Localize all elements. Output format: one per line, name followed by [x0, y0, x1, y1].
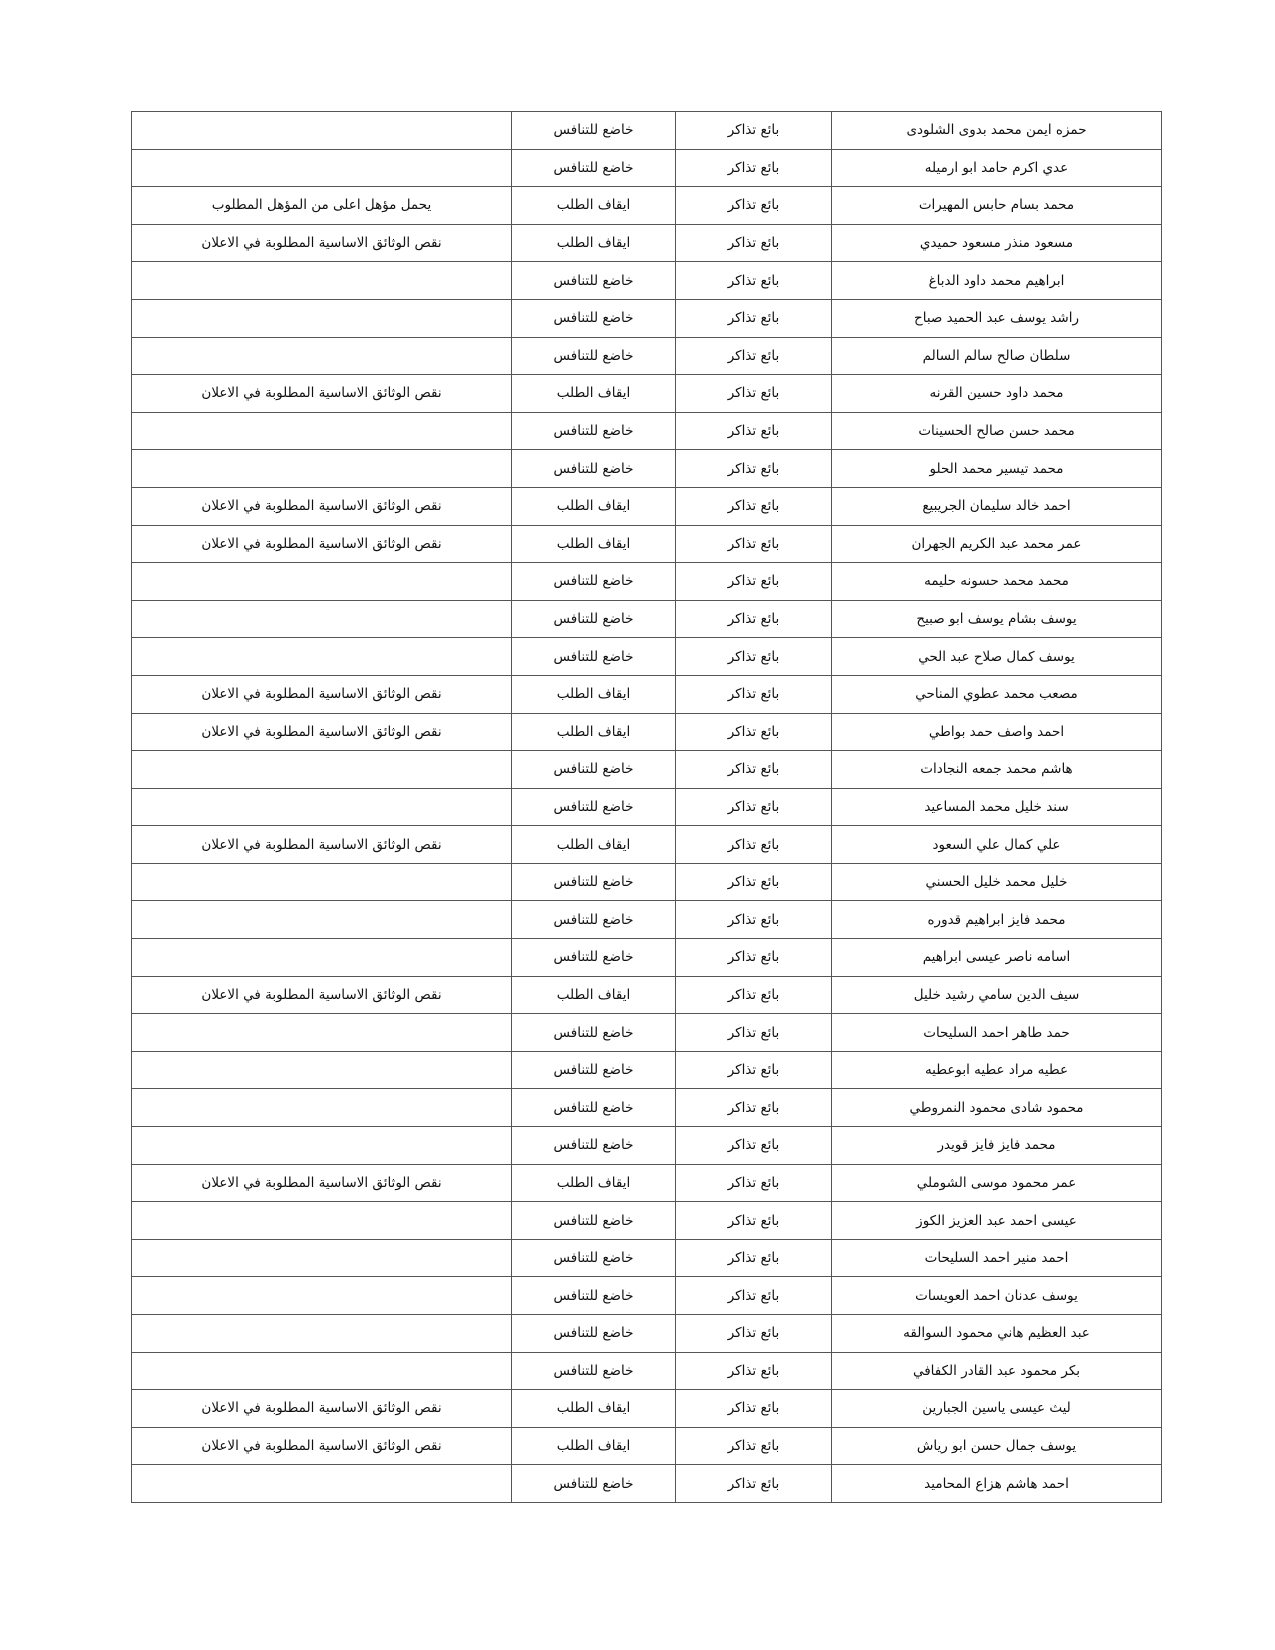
table-row: [132, 863, 1162, 901]
applicant-name-cell: سيف الدين سامي رشيد خليل: [832, 976, 1162, 1014]
applicants-table-body: [132, 112, 1162, 1503]
job-title-cell: بائع تذاكر: [676, 1315, 832, 1353]
applicant-name-cell: ابراهيم محمد داود الدباغ: [832, 262, 1162, 300]
job-title-cell: بائع تذاكر: [676, 450, 832, 488]
application-status-cell: ايقاف الطلب: [512, 525, 676, 563]
status-note-cell: نقص الوثائق الاساسية المطلوبة في الاعلان: [132, 375, 512, 413]
table-row: [132, 1127, 1162, 1165]
job-title-cell: بائع تذاكر: [676, 713, 832, 751]
application-status-cell: خاضع للتنافس: [512, 600, 676, 638]
status-note-cell: [132, 112, 512, 150]
status-note-cell: [132, 939, 512, 977]
application-status-cell: ايقاف الطلب: [512, 976, 676, 1014]
applicant-name-cell: احمد هاشم هزاع المحاميد: [832, 1465, 1162, 1503]
applicant-name-cell: عمر محمود موسى الشوملي: [832, 1164, 1162, 1202]
applicant-name-cell: محمد فايز فايز قويدر: [832, 1127, 1162, 1165]
table-row: [132, 751, 1162, 789]
table-row: [132, 525, 1162, 563]
job-title-cell: بائع تذاكر: [676, 751, 832, 789]
table-row: [132, 262, 1162, 300]
applicant-name-cell: عدي اكرم حامد ابو ارميله: [832, 149, 1162, 187]
table-row: [132, 375, 1162, 413]
job-title-cell: بائع تذاكر: [676, 1239, 832, 1277]
applicant-name-cell: عطيه مراد عطيه ابوعطيه: [832, 1051, 1162, 1089]
table-row: [132, 788, 1162, 826]
application-status-cell: خاضع للتنافس: [512, 638, 676, 676]
application-status-cell: خاضع للتنافس: [512, 901, 676, 939]
applicant-name-cell: عمر محمد عبد الكريم الجهران: [832, 525, 1162, 563]
status-note-cell: [132, 788, 512, 826]
status-note-cell: [132, 1127, 512, 1165]
applicant-name-cell: مصعب محمد عطوي المناحي: [832, 675, 1162, 713]
applicant-name-cell: سلطان صالح سالم السالم: [832, 337, 1162, 375]
application-status-cell: خاضع للتنافس: [512, 1089, 676, 1127]
job-title-cell: بائع تذاكر: [676, 1277, 832, 1315]
applicant-name-cell: خليل محمد خليل الحسني: [832, 863, 1162, 901]
application-status-cell: خاضع للتنافس: [512, 112, 676, 150]
applicant-name-cell: احمد خالد سليمان الجريبيع: [832, 487, 1162, 525]
application-status-cell: خاضع للتنافس: [512, 939, 676, 977]
application-status-cell: خاضع للتنافس: [512, 563, 676, 601]
application-status-cell: خاضع للتنافس: [512, 337, 676, 375]
applicant-name-cell: محمد فايز ابراهيم قدوره: [832, 901, 1162, 939]
table-row: [132, 1465, 1162, 1503]
application-status-cell: خاضع للتنافس: [512, 1465, 676, 1503]
table-row: [132, 976, 1162, 1014]
job-title-cell: بائع تذاكر: [676, 112, 832, 150]
application-status-cell: خاضع للتنافس: [512, 1014, 676, 1052]
status-note-cell: [132, 751, 512, 789]
job-title-cell: بائع تذاكر: [676, 1014, 832, 1052]
application-status-cell: خاضع للتنافس: [512, 1315, 676, 1353]
applicant-name-cell: احمد واصف حمد بواطي: [832, 713, 1162, 751]
applicant-name-cell: احمد منير احمد السليحات: [832, 1239, 1162, 1277]
application-status-cell: ايقاف الطلب: [512, 713, 676, 751]
application-status-cell: ايقاف الطلب: [512, 487, 676, 525]
application-status-cell: خاضع للتنافس: [512, 412, 676, 450]
status-note-cell: [132, 262, 512, 300]
job-title-cell: بائع تذاكر: [676, 224, 832, 262]
application-status-cell: خاضع للتنافس: [512, 1239, 676, 1277]
status-note-cell: [132, 299, 512, 337]
application-status-cell: خاضع للتنافس: [512, 1352, 676, 1390]
application-status-cell: خاضع للتنافس: [512, 1127, 676, 1165]
table-row: [132, 1427, 1162, 1465]
job-title-cell: بائع تذاكر: [676, 149, 832, 187]
table-row: [132, 901, 1162, 939]
table-row: [132, 149, 1162, 187]
table-row: [132, 337, 1162, 375]
status-note-cell: [132, 901, 512, 939]
application-status-cell: خاضع للتنافس: [512, 863, 676, 901]
table-row: [132, 1014, 1162, 1052]
applicant-name-cell: علي كمال علي السعود: [832, 826, 1162, 864]
applicant-name-cell: هاشم محمد جمعه النجادات: [832, 751, 1162, 789]
job-title-cell: بائع تذاكر: [676, 638, 832, 676]
application-status-cell: ايقاف الطلب: [512, 187, 676, 225]
job-title-cell: بائع تذاكر: [676, 1465, 832, 1503]
application-status-cell: خاضع للتنافس: [512, 1277, 676, 1315]
table-row: [132, 112, 1162, 150]
job-title-cell: بائع تذاكر: [676, 1089, 832, 1127]
status-note-cell: يحمل مؤهل اعلى من المؤهل المطلوب: [132, 187, 512, 225]
application-status-cell: ايقاف الطلب: [512, 826, 676, 864]
applicant-name-cell: يوسف عدنان احمد العويسات: [832, 1277, 1162, 1315]
job-title-cell: بائع تذاكر: [676, 1127, 832, 1165]
status-note-cell: [132, 1315, 512, 1353]
applicant-name-cell: يوسف جمال حسن ابو رياش: [832, 1427, 1162, 1465]
table-row: [132, 1239, 1162, 1277]
table-row: [132, 1277, 1162, 1315]
application-status-cell: ايقاف الطلب: [512, 1390, 676, 1428]
applicant-name-cell: يوسف كمال صلاح عبد الحي: [832, 638, 1162, 676]
table-row: [132, 1390, 1162, 1428]
table-row: [132, 826, 1162, 864]
job-title-cell: بائع تذاكر: [676, 187, 832, 225]
applicant-name-cell: عيسى احمد عبد العزيز الكوز: [832, 1202, 1162, 1240]
job-title-cell: بائع تذاكر: [676, 525, 832, 563]
job-title-cell: بائع تذاكر: [676, 375, 832, 413]
applicant-name-cell: محمد تيسير محمد الحلو: [832, 450, 1162, 488]
applicant-name-cell: اسامه ناصر عيسى ابراهيم: [832, 939, 1162, 977]
status-note-cell: نقص الوثائق الاساسية المطلوبة في الاعلان: [132, 1427, 512, 1465]
job-title-cell: بائع تذاكر: [676, 1390, 832, 1428]
status-note-cell: [132, 1352, 512, 1390]
job-title-cell: بائع تذاكر: [676, 1051, 832, 1089]
status-note-cell: نقص الوثائق الاساسية المطلوبة في الاعلان: [132, 224, 512, 262]
applicant-name-cell: بكر محمود عبد القادر الكفافي: [832, 1352, 1162, 1390]
table-row: [132, 1352, 1162, 1390]
applicant-name-cell: محمد محمد حسونه حليمه: [832, 563, 1162, 601]
status-note-cell: [132, 1239, 512, 1277]
application-status-cell: خاضع للتنافس: [512, 149, 676, 187]
job-title-cell: بائع تذاكر: [676, 337, 832, 375]
application-status-cell: خاضع للتنافس: [512, 751, 676, 789]
table-row: [132, 1315, 1162, 1353]
applicant-name-cell: محمد داود حسين القرنه: [832, 375, 1162, 413]
status-note-cell: [132, 1277, 512, 1315]
status-note-cell: [132, 863, 512, 901]
status-note-cell: [132, 337, 512, 375]
status-note-cell: نقص الوثائق الاساسية المطلوبة في الاعلان: [132, 1390, 512, 1428]
job-title-cell: بائع تذاكر: [676, 939, 832, 977]
table-row: [132, 1051, 1162, 1089]
status-note-cell: نقص الوثائق الاساسية المطلوبة في الاعلان: [132, 525, 512, 563]
table-row: [132, 713, 1162, 751]
job-title-cell: بائع تذاكر: [676, 1427, 832, 1465]
job-title-cell: بائع تذاكر: [676, 262, 832, 300]
application-status-cell: خاضع للتنافس: [512, 788, 676, 826]
applicant-name-cell: حمد طاهر احمد السليحات: [832, 1014, 1162, 1052]
job-title-cell: بائع تذاكر: [676, 788, 832, 826]
status-note-cell: [132, 1465, 512, 1503]
applicants-table: [131, 111, 1162, 1503]
application-status-cell: خاضع للتنافس: [512, 299, 676, 337]
status-note-cell: [132, 1014, 512, 1052]
job-title-cell: بائع تذاكر: [676, 563, 832, 601]
applicant-name-cell: يوسف بشام يوسف ابو صبيح: [832, 600, 1162, 638]
table-row: [132, 412, 1162, 450]
table-row: [132, 675, 1162, 713]
table-row: [132, 600, 1162, 638]
job-title-cell: بائع تذاكر: [676, 299, 832, 337]
status-note-cell: [132, 600, 512, 638]
application-status-cell: ايقاف الطلب: [512, 675, 676, 713]
status-note-cell: [132, 412, 512, 450]
applicant-name-cell: راشد يوسف عبد الحميد صباح: [832, 299, 1162, 337]
job-title-cell: بائع تذاكر: [676, 976, 832, 1014]
job-title-cell: بائع تذاكر: [676, 1352, 832, 1390]
job-title-cell: بائع تذاكر: [676, 600, 832, 638]
application-status-cell: خاضع للتنافس: [512, 450, 676, 488]
applicant-name-cell: سند خليل محمد المساعيد: [832, 788, 1162, 826]
status-note-cell: [132, 638, 512, 676]
table-row: [132, 187, 1162, 225]
job-title-cell: بائع تذاكر: [676, 1164, 832, 1202]
status-note-cell: نقص الوثائق الاساسية المطلوبة في الاعلان: [132, 675, 512, 713]
applicant-name-cell: محمد بسام حابس المهيرات: [832, 187, 1162, 225]
table-row: [132, 1202, 1162, 1240]
applicant-name-cell: ليث عيسى ياسين الجبارين: [832, 1390, 1162, 1428]
application-status-cell: خاضع للتنافس: [512, 1051, 676, 1089]
status-note-cell: [132, 149, 512, 187]
applicant-name-cell: مسعود منذر مسعود حميدي: [832, 224, 1162, 262]
applicant-name-cell: عبد العظيم هاني محمود السوالقه: [832, 1315, 1162, 1353]
status-note-cell: [132, 1051, 512, 1089]
job-title-cell: بائع تذاكر: [676, 675, 832, 713]
applicant-name-cell: حمزه ايمن محمد بدوى الشلودى: [832, 112, 1162, 150]
status-note-cell: [132, 450, 512, 488]
applicants-sheet: [131, 111, 1161, 1503]
application-status-cell: خاضع للتنافس: [512, 1202, 676, 1240]
application-status-cell: ايقاف الطلب: [512, 375, 676, 413]
table-row: [132, 224, 1162, 262]
job-title-cell: بائع تذاكر: [676, 1202, 832, 1240]
table-row: [132, 450, 1162, 488]
status-note-cell: نقص الوثائق الاساسية المطلوبة في الاعلان: [132, 826, 512, 864]
job-title-cell: بائع تذاكر: [676, 901, 832, 939]
application-status-cell: ايقاف الطلب: [512, 1427, 676, 1465]
status-note-cell: نقص الوثائق الاساسية المطلوبة في الاعلان: [132, 487, 512, 525]
status-note-cell: نقص الوثائق الاساسية المطلوبة في الاعلان: [132, 713, 512, 751]
status-note-cell: نقص الوثائق الاساسية المطلوبة في الاعلان: [132, 976, 512, 1014]
status-note-cell: [132, 1089, 512, 1127]
job-title-cell: بائع تذاكر: [676, 412, 832, 450]
status-note-cell: نقص الوثائق الاساسية المطلوبة في الاعلان: [132, 1164, 512, 1202]
job-title-cell: بائع تذاكر: [676, 863, 832, 901]
application-status-cell: خاضع للتنافس: [512, 262, 676, 300]
table-row: [132, 299, 1162, 337]
table-row: [132, 1089, 1162, 1127]
job-title-cell: بائع تذاكر: [676, 487, 832, 525]
table-row: [132, 1164, 1162, 1202]
table-row: [132, 487, 1162, 525]
application-status-cell: ايقاف الطلب: [512, 224, 676, 262]
status-note-cell: [132, 1202, 512, 1240]
table-row: [132, 563, 1162, 601]
table-row: [132, 939, 1162, 977]
job-title-cell: بائع تذاكر: [676, 826, 832, 864]
table-row: [132, 638, 1162, 676]
applicant-name-cell: محمد حسن صالح الحسينات: [832, 412, 1162, 450]
applicant-name-cell: محمود شادى محمود النمروطي: [832, 1089, 1162, 1127]
application-status-cell: ايقاف الطلب: [512, 1164, 676, 1202]
status-note-cell: [132, 563, 512, 601]
